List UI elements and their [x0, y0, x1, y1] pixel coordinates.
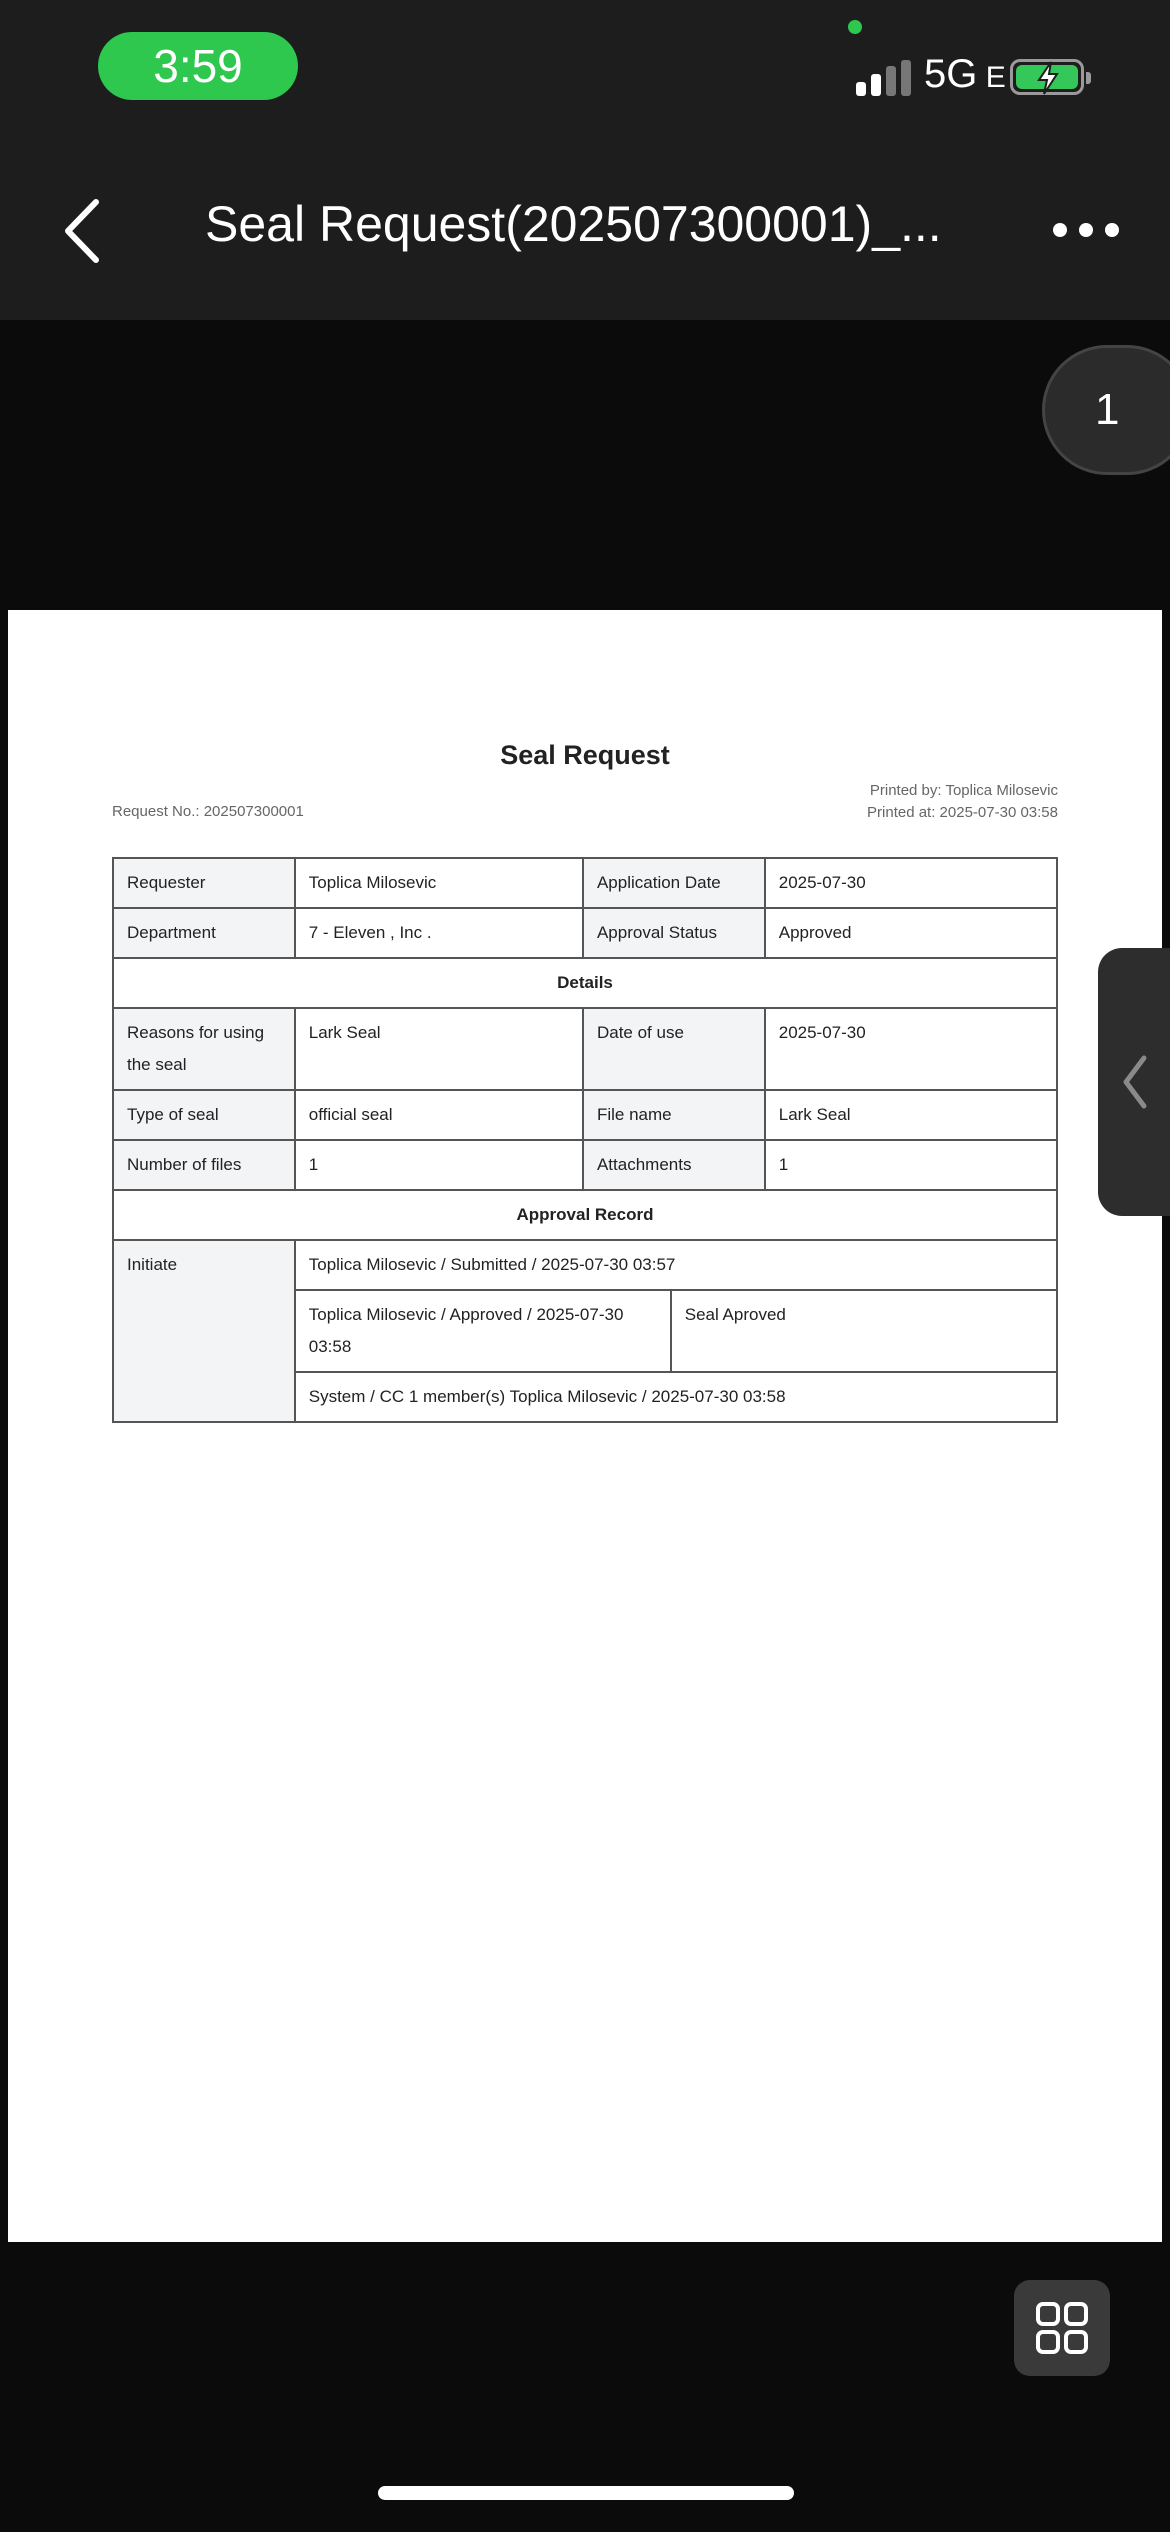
date-of-use-label: Date of use	[583, 1008, 765, 1090]
time-pill[interactable]	[98, 32, 298, 100]
type-of-seal-value: official seal	[295, 1090, 583, 1140]
approved-inner-table	[296, 1291, 1056, 1371]
chevron-left-icon[interactable]	[56, 196, 116, 266]
file-name-label: File name	[583, 1090, 765, 1140]
department-value: 7 - Eleven , Inc .	[295, 908, 583, 958]
battery-icon	[1010, 59, 1084, 95]
details-header: Details	[113, 958, 1057, 1008]
record-approved-comment: Seal Aproved	[684, 1305, 786, 1324]
table-row	[113, 1190, 1057, 1240]
side-panel-tab[interactable]	[1098, 948, 1170, 1216]
reasons-value: Lark Seal	[295, 1008, 583, 1090]
attachments-value: 1	[765, 1140, 1057, 1190]
date-of-use-value: 2025-07-30	[765, 1008, 1057, 1090]
type-of-seal-label: Type of seal	[113, 1090, 295, 1140]
application-date-label: Application Date	[583, 858, 765, 908]
charging-bolt-icon	[1033, 60, 1063, 96]
approval-status-label: Approval Status	[583, 908, 765, 958]
status-time: 3:59	[153, 40, 243, 92]
attachments-label: Attachments	[583, 1140, 765, 1190]
table-row	[113, 1140, 1057, 1190]
approval-status-value: Approved	[765, 908, 1057, 958]
network-label: 5G E	[924, 52, 1006, 96]
record-cc: System / CC 1 member(s) Toplica Milosevic / 2025-07-30 03:58	[295, 1372, 1057, 1422]
table-row	[113, 1008, 1057, 1090]
record-submitted: Toplica Milosevic / Submitted / 2025-07-30 03:57	[295, 1240, 1057, 1290]
file-name-value: Lark Seal	[765, 1090, 1057, 1140]
seal-request-table	[112, 857, 1058, 1423]
table-row	[113, 908, 1057, 958]
home-indicator[interactable]	[378, 2486, 794, 2500]
reasons-label: Reasons for using the seal	[113, 1008, 295, 1090]
table-row	[113, 1240, 1057, 1290]
status-bar	[0, 0, 1170, 140]
document-title: Seal Request	[500, 740, 670, 770]
printed-by: Printed by: Toplica Milosevic	[869, 782, 1058, 799]
table-row	[113, 1090, 1057, 1140]
record-approved-cell	[295, 1290, 1057, 1372]
nav-bar	[0, 140, 1170, 320]
ellipsis-icon[interactable]	[1052, 220, 1120, 240]
record-approved: Toplica Milosevic / Approved / 2025-07-30 03:58	[296, 1291, 671, 1371]
page-title: Seal Request(202507300001)_...	[205, 196, 942, 252]
department-label: Department	[113, 908, 295, 958]
camera-indicator-icon	[848, 20, 862, 34]
signal-icon	[856, 60, 914, 96]
application-date-value: 2025-07-30	[765, 858, 1057, 908]
table-row	[113, 858, 1057, 908]
print-info	[867, 780, 1058, 824]
chevron-left-icon	[1120, 1054, 1150, 1110]
requester-value: Toplica Milosevic	[295, 858, 583, 908]
printed-at: Printed at: 2025-07-30 03:58	[867, 804, 1058, 821]
initiate-label: Initiate	[113, 1240, 295, 1422]
approval-record-header: Approval Record	[113, 1190, 1057, 1240]
table-row	[113, 958, 1057, 1008]
page-number-badge[interactable]: 1	[1042, 345, 1170, 475]
number-of-files-label: Number of files	[113, 1140, 295, 1190]
number-of-files-value: 1	[295, 1140, 583, 1190]
document-page	[8, 610, 1162, 2242]
thumbnail-grid-button[interactable]	[1014, 2280, 1110, 2376]
request-number: Request No.: 202507300001	[112, 803, 304, 820]
grid-icon	[1036, 2302, 1088, 2354]
requester-label: Requester	[113, 858, 295, 908]
